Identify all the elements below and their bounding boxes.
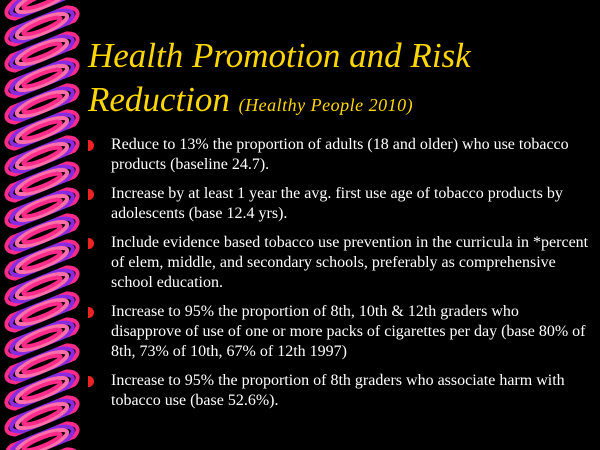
bullet-text: Include evidence based tobacco use prevention in the curricula in *percent of elem, middle, and secondary schools, preferably as comprehensive school education.: [111, 234, 589, 291]
bullet-text: Increase to 95% the proportion of 8th graders who associate harm with tobacco use (base 52.6%).: [111, 372, 565, 409]
bullet-marker-icon: [88, 238, 94, 249]
bullet-text: Increase by at least 1 year the avg. first use age of tobacco products by adolescents (base 12.4 yrs).: [111, 185, 563, 222]
slide-title: [88, 34, 593, 127]
bullet-text: Reduce to 13% the proportion of adults (18 and older) who use tobacco products (baseline 24.7).: [111, 136, 569, 173]
bullet-marker-icon: [88, 140, 94, 151]
title-subtitle: (Healthy People 2010): [238, 95, 414, 115]
bullet-list: [88, 135, 593, 420]
bullet-item: [88, 135, 593, 175]
bullet-item: [88, 302, 593, 362]
bullet-item: [88, 184, 593, 224]
spiral-decoration: [0, 0, 90, 450]
bullet-marker-icon: [88, 376, 94, 387]
bullet-marker-icon: [88, 189, 94, 200]
bullet-item: [88, 371, 593, 411]
title-main: Health Promotion and Risk Reduction: [88, 36, 471, 119]
bullet-text: Increase to 95% the proportion of 8th, 10th & 12th graders who disapprove of use of one or more packs of cigarettes per day (base 80% of 8th, 73% of 10th, 67% of 12th 1997): [111, 303, 586, 360]
bullet-item: [88, 233, 593, 293]
bullet-marker-icon: [88, 307, 94, 318]
